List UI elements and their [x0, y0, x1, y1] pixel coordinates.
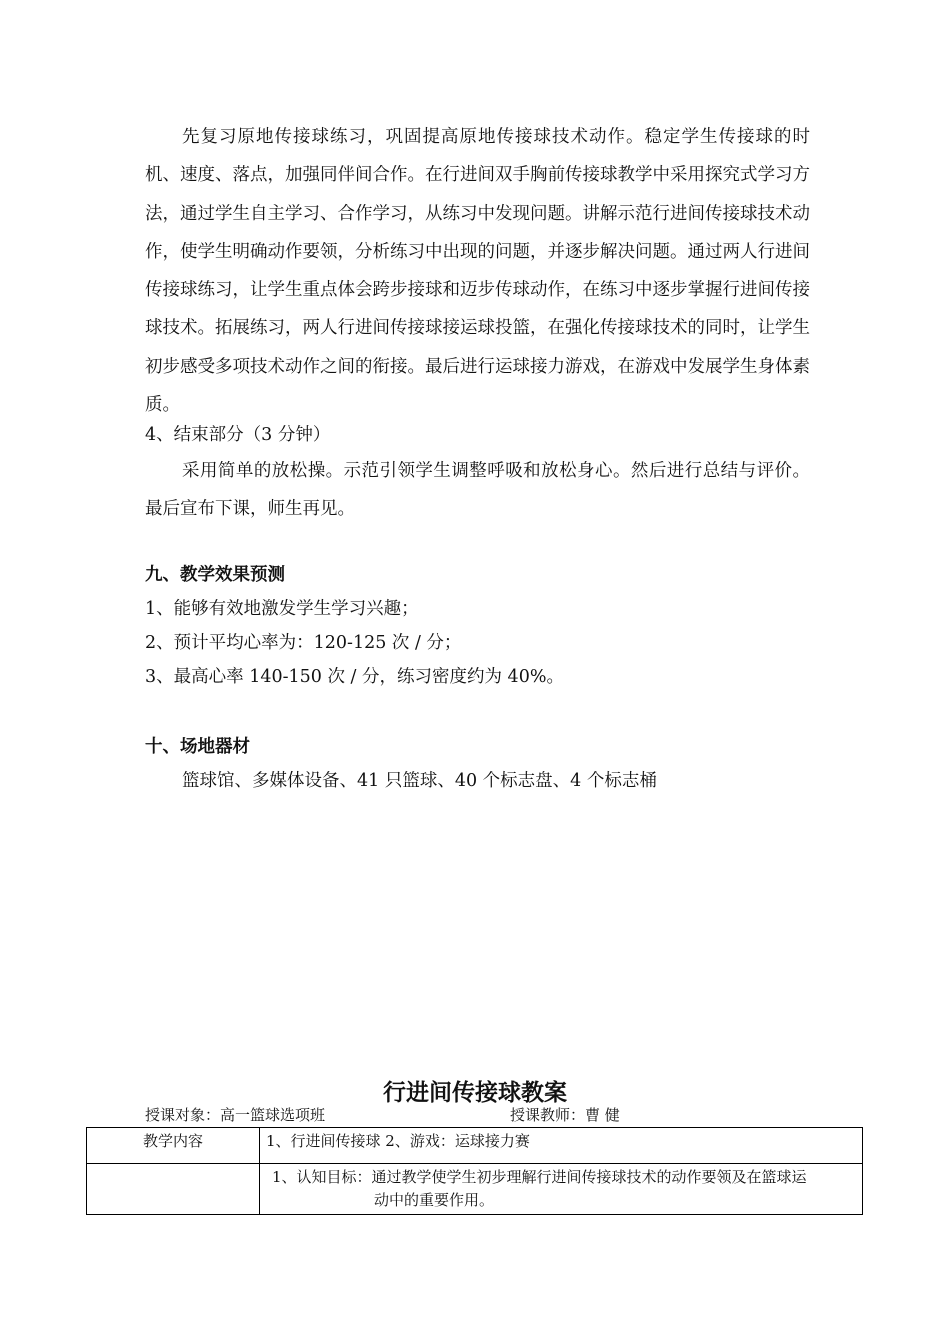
section9-heading: 九、教学效果预测 [145, 565, 285, 585]
table-row [87, 1164, 863, 1215]
goal-line-2: 动中的重要作用。 [374, 1191, 495, 1209]
method-paragraph: 先复习原地传接球练习，巩固提高原地传接球技术动作。稳定学生传接球的时机、速度、落点，加强同伴间合作。在行进间双手胸前传接球教学中采用探究式学习方法，通过学生自主学习、合作学习，从练习中发现问题。讲解示范行进间传接球技术动作，使学生明确动作要领，分析练习中出现的问题，并逐步解决问题。通过两人行进间传接球练习，让学生重点体会跨步接球和迈步传球动作，在练习中逐步掌握行进间传接球技术。拓展练习，两人行进间传接球接运球投篮，在强化传接球技术的同时，让学生初步感受多项技术动作之间的衔接。最后进行运球接力游戏，在游戏中发展学生身体素质。 [145, 127, 810, 416]
goal-line-1: 1、认知目标：通过教学使学生初步理解行进间传接球技术的动作要领及在篮球运 [272, 1168, 807, 1186]
table-row [87, 1128, 863, 1164]
section10-content: 篮球馆、多媒体设备、41 只篮球、40 个标志盘、4 个标志桶 [182, 771, 657, 791]
section9-item-3: 3、最高心率 140-150 次 / 分，练习密度约为 40%。 [145, 667, 564, 687]
section10-heading: 十、场地器材 [145, 737, 250, 757]
ending-paragraph: 采用简单的放松操。示范引领学生调整呼吸和放松身心。然后进行总结与评价。最后宣布下课，师生再见。 [145, 461, 810, 520]
lesson-plan-title: 行进间传接球教案 [383, 1080, 567, 1106]
lesson-plan-table [86, 1127, 863, 1215]
plan-teacher: 授课教师：曹 健 [510, 1106, 620, 1124]
plan-audience: 授课对象：高一篮球选项班 [145, 1106, 326, 1124]
row-label-content: 教学内容 [87, 1128, 260, 1164]
ending-section-title: 4、结束部分（3 分钟） [145, 425, 331, 445]
row-goal-cell [260, 1164, 863, 1215]
row-label-empty [87, 1164, 260, 1215]
section9-item-1: 1、能够有效地激发学生学习兴趣； [145, 599, 419, 619]
section9-item-2: 2、预计平均心率为：120-125 次 / 分； [145, 633, 462, 653]
row-content-text: 1、行进间传接球 2、游戏：运球接力赛 [260, 1128, 863, 1164]
